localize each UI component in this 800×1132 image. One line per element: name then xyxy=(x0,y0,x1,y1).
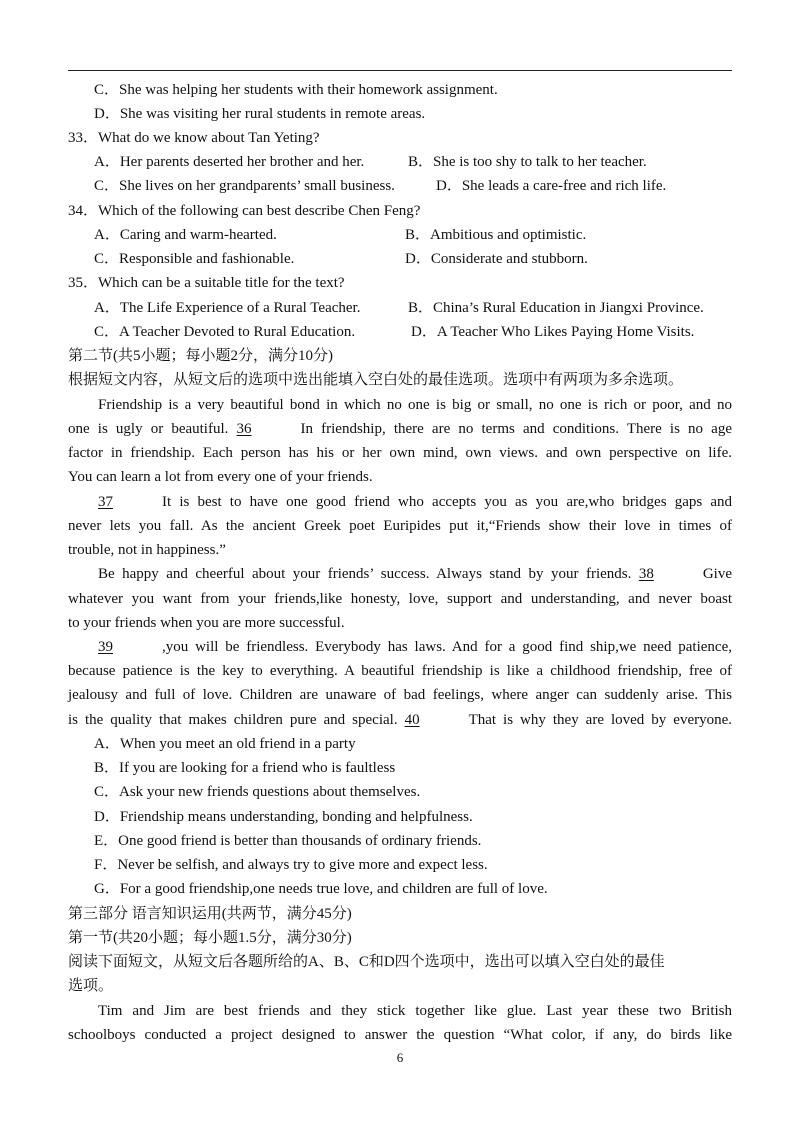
q35-option-a: A．The Life Experience of a Rural Teacher. xyxy=(94,300,361,316)
part3-section1-heading: 第一节(共20小题；每小题1.5分，满分30分) xyxy=(68,930,352,946)
section2-heading: 第二节(共5小题；每小题2分，满分10分) xyxy=(68,348,333,364)
option-e: E．One good friend is better than thousands of ordinary friends. xyxy=(94,833,482,849)
q34-option-b: B．Ambitious and optimistic. xyxy=(405,227,587,243)
q33-stem: 33．What do we know about Tan Yeting? xyxy=(68,130,320,146)
blank-39: 39 xyxy=(98,639,113,655)
passage-text: is the quality that makes children pure and special. xyxy=(68,712,398,728)
option-a: A．When you meet an old friend in a party xyxy=(94,736,356,752)
blank-37: 37 xyxy=(98,494,113,510)
passage-line xyxy=(98,564,732,584)
passage-line xyxy=(68,419,732,439)
passage-line: to your friends when you are more successful. xyxy=(68,615,345,631)
passage-line xyxy=(68,710,732,730)
passage-line: trouble, not in happiness.” xyxy=(68,542,226,558)
blank-40: 40 xyxy=(404,712,420,728)
option-d: D．Friendship means understanding, bonding and helpfulness. xyxy=(94,809,473,825)
passage-text: In friendship, there are no terms and conditions. There is no age xyxy=(300,421,732,437)
blank-38: 38 xyxy=(638,566,654,582)
option-c: C．Ask your new friends questions about themselves. xyxy=(94,784,421,800)
passage-text: ,you will be friendless. Everybody has laws. And for a good find ship,we need patience, xyxy=(162,639,732,655)
part3-instruction: 选项。 xyxy=(68,978,114,994)
passage-text: Give xyxy=(702,566,732,582)
q34-option-c: C．Responsible and fashionable. xyxy=(94,251,295,267)
part3-instruction: 阅读下面短文，从短文后各题所给的A、B、C和D四个选项中，选出可以填入空白处的最佳 xyxy=(68,954,665,970)
passage-text: Be happy and cheerful about your friends’ success. Always stand by your friends. xyxy=(98,566,632,582)
passage-line: never lets you fall. As the ancient Greek poet Euripides put it,“Friends show their love in times of xyxy=(68,518,732,534)
passage-line: You can learn a lot from every one of your friends. xyxy=(68,469,373,485)
option-b: B．If you are looking for a friend who is faultless xyxy=(94,760,396,776)
passage-line: because patience is the key to everything. A beautiful friendship is like a childhood friendship, free of xyxy=(68,663,732,679)
section2-instruction: 根据短文内容，从短文后的选项中选出能填入空白处的最佳选项。选项中有两项为多余选项。 xyxy=(68,372,684,388)
q32-option-c: C．She was helping her students with their homework assignment. xyxy=(94,82,498,98)
q35-option-c: C．A Teacher Devoted to Rural Education. xyxy=(94,324,356,340)
passage-line: schoolboys conducted a project designed to answer the question “What color, if any, do birds like xyxy=(68,1027,732,1043)
blank-36: 36 xyxy=(236,421,252,437)
header-rule xyxy=(68,70,732,71)
passage-text: It is best to have one good friend who accepts you as you are,who bridges gaps and xyxy=(162,494,732,510)
passage-line: Tim and Jim are best friends and they stick together like glue. Last year these two British xyxy=(98,1003,732,1019)
q33-option-a: A．Her parents deserted her brother and her. xyxy=(94,154,365,170)
q35-option-b: B．China’s Rural Education in Jiangxi Province. xyxy=(408,300,704,316)
option-f: F．Never be selfish, and always try to give more and expect less. xyxy=(94,857,488,873)
page-number: 6 xyxy=(396,1050,404,1065)
q33-option-b: B．She is too shy to talk to her teacher. xyxy=(408,154,647,170)
passage-line xyxy=(98,637,732,657)
q33-option-c: C．She lives on her grandparents’ small business. xyxy=(94,178,395,194)
passage-line: whatever you want from your friends,like honesty, love, support and understanding, and never boast xyxy=(68,591,732,607)
passage-line: Friendship is a very beautiful bond in which no one is big or small, no one is rich or poor, and no xyxy=(98,397,732,413)
q35-stem: 35．Which can be a suitable title for the text? xyxy=(68,275,345,291)
passage-text: That is why they are loved by everyone. xyxy=(468,712,733,728)
q33-option-d: D．She leads a care-free and rich life. xyxy=(436,178,667,194)
passage-line: factor in friendship. Each person has his or her own mind, own views. and own perspective on life. xyxy=(68,445,732,461)
passage-line: jealousy and full of love. Children are unaware of bad feelings, where anger can suddenly arise. This xyxy=(68,687,732,703)
option-g: G．For a good friendship,one needs true love, and children are full of love. xyxy=(94,881,548,897)
q34-option-a: A．Caring and warm-hearted. xyxy=(94,227,277,243)
passage-line xyxy=(98,492,732,512)
exam-page xyxy=(68,0,732,1132)
part3-heading: 第三部分 语言知识运用(共两节，满分45分) xyxy=(68,906,352,922)
passage-text: one is ugly or beautiful. xyxy=(68,421,229,437)
q34-stem: 34．Which of the following can best describe Chen Feng? xyxy=(68,203,421,219)
q32-option-d: D．She was visiting her rural students in remote areas. xyxy=(94,106,426,122)
q35-option-d: D．A Teacher Who Likes Paying Home Visits. xyxy=(411,324,695,340)
q34-option-d: D．Considerate and stubborn. xyxy=(405,251,588,267)
